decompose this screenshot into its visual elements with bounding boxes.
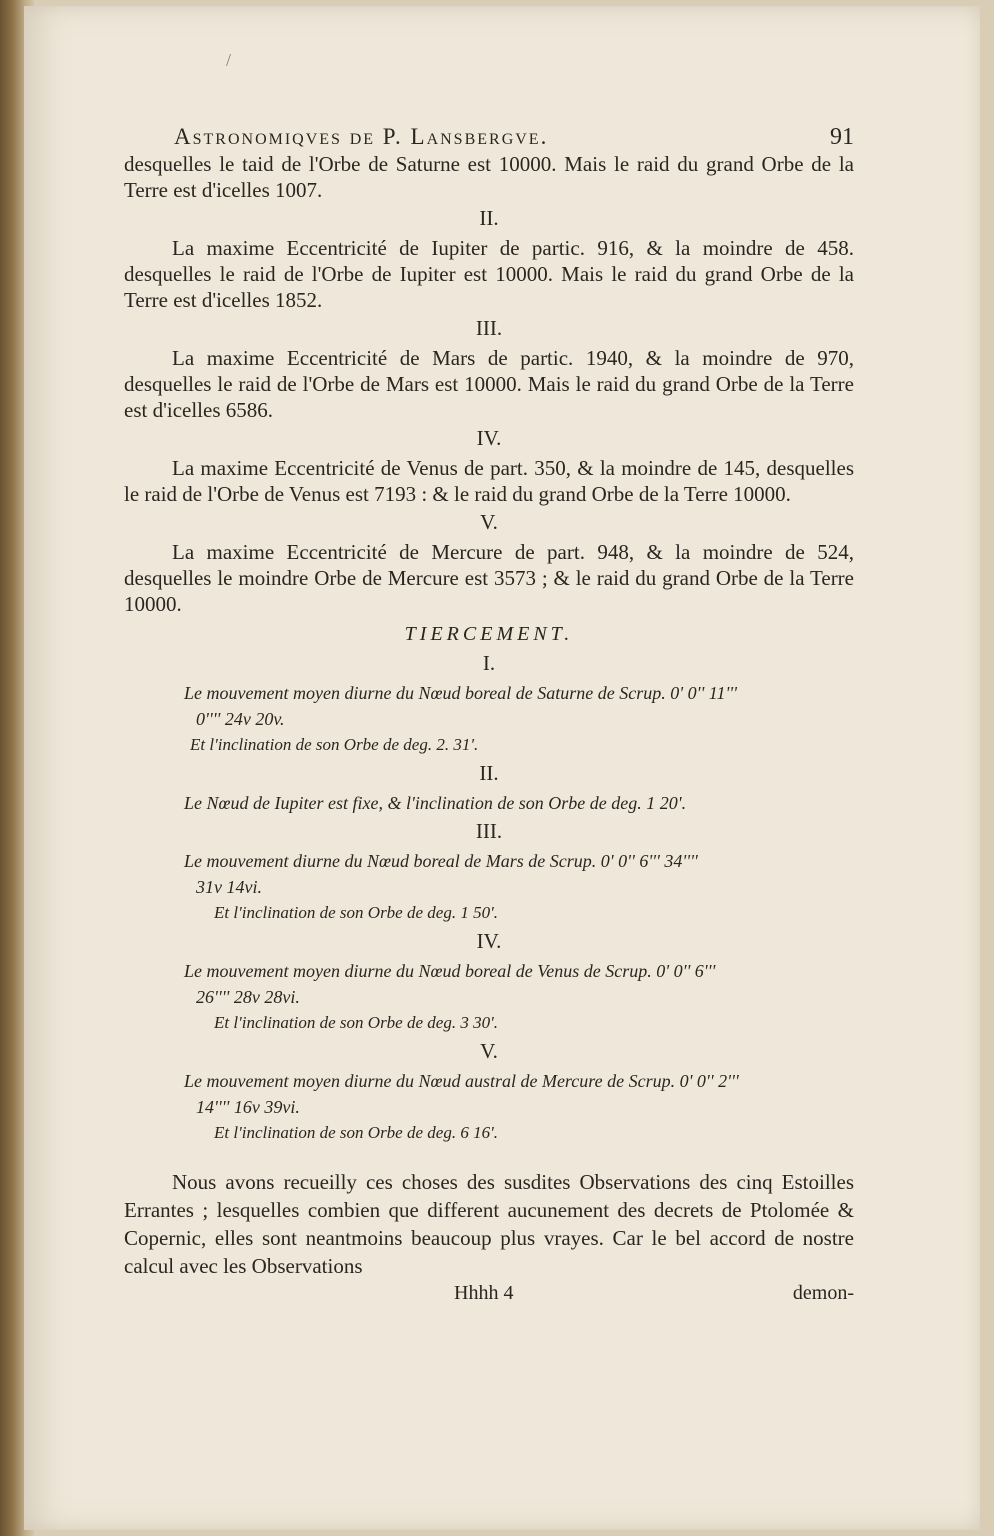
running-head [174, 124, 854, 151]
t-numeral-3: III. [475, 819, 503, 843]
t-numeral-2: II. [479, 761, 499, 785]
t-numeral-1: I. [482, 651, 496, 675]
running-title: Astronomiqves de P. Lansbergve. [174, 124, 549, 149]
t1-line-c: Et l'inclination de son Orbe de deg. 2. 31'. [190, 735, 479, 754]
numeral-4: IV. [476, 426, 502, 450]
t3-line-c: Et l'inclination de son Orbe de deg. 1 50'. [214, 903, 498, 922]
t4-line-c: Et l'inclination de son Orbe de deg. 3 30'. [214, 1013, 498, 1032]
page-content [124, 124, 854, 1305]
numeral-5: V. [480, 510, 498, 534]
paragraph-mars: La maxime Eccentricité de Mars de partic. 1940, & la moindre de 970, desquelles le raid de l'Orbe de Mars est 10000. Mais le raid du grand Orbe de la Terre est d'icelles 6586. [124, 346, 854, 422]
t1-line-a: Le mouvement moyen diurne du Nœud boreal de Saturne de Scrup. 0' 0'' 11''' [184, 683, 738, 703]
section-heading: TIERCEMENT. [404, 623, 574, 645]
numeral-3: III. [475, 316, 503, 340]
t-numeral-5: V. [480, 1039, 498, 1063]
t5-line-a: Le mouvement moyen diurne du Nœud austral de Mercure de Scrup. 0' 0'' 2''' [184, 1071, 739, 1091]
paragraph-venus: La maxime Eccentricité de Venus de part. 350, & la moindre de 145, desquelles le raid de l'Orbe de Venus est 7193 : & le raid du grand Orbe de la Terre 10000. [124, 456, 854, 506]
t4-line-a: Le mouvement moyen diurne du Nœud boreal de Venus de Scrup. 0' 0'' 6''' [184, 961, 716, 981]
signature-mark: Hhhh 4 [454, 1282, 514, 1304]
t2-line-a: Le Nœud de Iupiter est fixe, & l'inclination de son Orbe de deg. 1 20'. [184, 793, 687, 813]
t5-line-b: 14'''' 16v 39vi. [196, 1097, 300, 1117]
paragraph-mercure: La maxime Eccentricité de Mercure de part. 948, & la moindre de 524, desquelles le moindre Orbe de Mercure est 3573 ; & le raid du grand Orbe de la Terre 10000. [124, 540, 854, 616]
catchword: demon- [792, 1282, 854, 1304]
paragraph-saturne-cont: desquelles le taid de l'Orbe de Saturne est 10000. Mais le raid du grand Orbe de la Terre est d'icelles 1007. [124, 152, 854, 202]
t-numeral-4: IV. [476, 929, 502, 953]
t4-line-b: 26'''' 28v 28vi. [196, 987, 300, 1007]
t5-line-c: Et l'inclination de son Orbe de deg. 6 16'. [214, 1123, 498, 1142]
t3-line-b: 31v 14vi. [196, 877, 262, 897]
book-page [24, 6, 980, 1530]
numeral-2: II. [479, 206, 499, 230]
paragraph-final: Nous avons recueilly ces choses des susdites Observations des cinq Estoilles Errantes ; lesquelles combien que different aucunement des decrets de Ptolomée & Copernic, elles sont neantmoins beaucoup plus vrayes. Car le bel accord de nostre calcul avec les Observations [124, 1170, 854, 1278]
page-number: 91 [830, 124, 854, 150]
t3-line-a: Le mouvement diurne du Nœud boreal de Mars de Scrup. 0' 0'' 6''' 34'''' [184, 851, 698, 871]
page-footer [124, 1282, 854, 1305]
t1-line-b: 0'''' 24v 20v. [196, 709, 285, 729]
paragraph-iupiter: La maxime Eccentricité de Iupiter de partic. 916, & la moindre de 458. desquelles le raid de l'Orbe de Iupiter est 10000. Mais le raid du grand Orbe de la Terre est d'icelles 1852. [124, 236, 854, 312]
margin-mark: / [226, 50, 232, 70]
